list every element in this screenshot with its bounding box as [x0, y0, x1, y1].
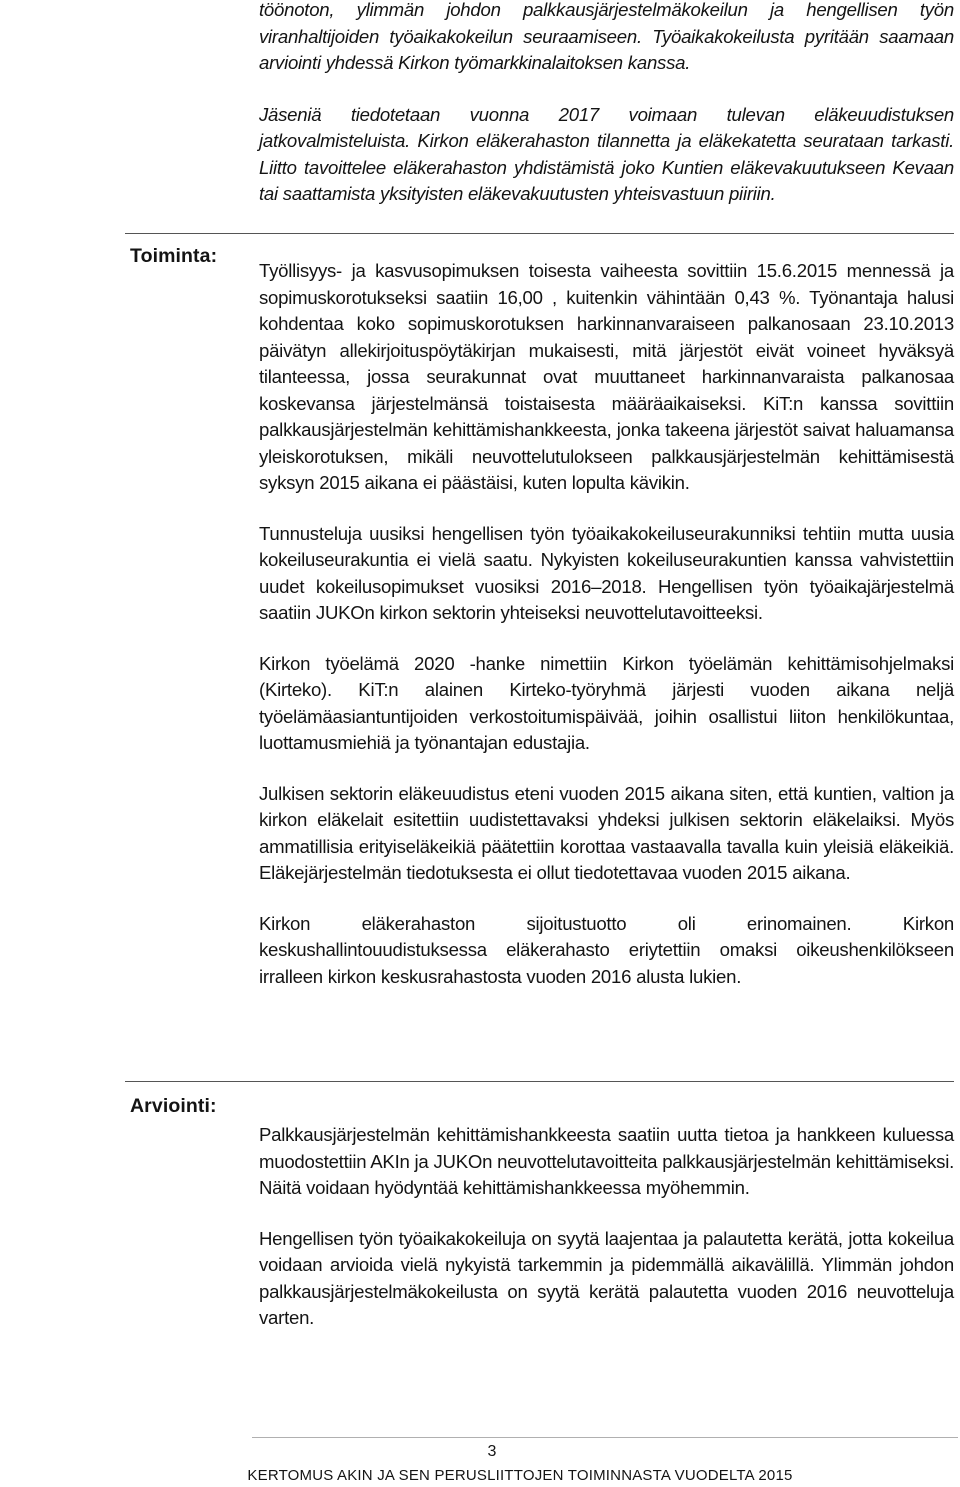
arviointi-label: Arviointi: — [130, 1095, 217, 1117]
section-divider-arviointi — [125, 1081, 954, 1082]
toiminta-paragraph-1: Työllisyys- ja kasvusopimuksen toisesta vaiheesta sovittiin 15.6.2015 mennessä ja sopimuskorotukseksi saatiin 16,00 , kuitenkin vähintään 0,43 %. Työnantaja halusi kohdentaa koko sopimuskorotuksen harkinnanvaraiseen palkanosaan 23.10.2013 päivätyn allekirjoituspöytäkirjan mukaisesti, mitä järjestöt eivät voineet hyväksyä tilanteessa, jossa seurakunnat ovat muuttaneet harkinnanvaraista palkanosaa koskevansa järjestelmänsä toistaisesta määräaikaiseksi. KiT:n kanssa sovittiin palkkausjärjestelmän kehittämishankkeesta, jonka takeena järjestöt saivat haluamansa yleiskorotuksen, mikäli neuvottelutulokseen palkkausjärjestelmän kehittämisestä syksyn 2015 aikana ei päästäisi, kuten lopulta kävikin. — [259, 260, 954, 493]
top-section — [259, 0, 954, 208]
footer-title: KERTOMUS AKIN JA SEN PERUSLIITTOJEN TOIMINNASTA VUODELTA 2015 — [247, 1467, 793, 1484]
top-paragraph-1: töönoton, ylimmän johdon palkkausjärjestelmäkokeilun ja hengellisen työn viranhaltijoiden työaikakokeilun seuraamiseen. Työaikakokeilusta pyritään saamaan arviointi yhdessä Kirkon työmarkkinalaitoksen kanssa. — [259, 0, 954, 73]
arviointi-paragraph-1: Palkkausjärjestelmän kehittämishankkeesta saatiin uutta tietoa ja hankkeen kuluessa muodostettiin AKIn ja JUKOn neuvottelutavoitteita palkkausjärjestelmän kehittämiseksi. Näitä voidaan hyödyntää kehittämishankkeessa myöhemmin. — [259, 1124, 954, 1198]
toiminta-paragraph-3: Kirkon työelämä 2020 -hanke nimettiin Kirkon työelämän kehittämisohjelmaksi (Kirteko). KiT:n alainen Kirteko-työryhmä järjesti vuoden aikana neljä työelämäasiantuntijoiden verkostoitumispäivää, joihin osallistui liiton henkilökuntaa, luottamusmiehiä ja työnantajan edustajia. — [259, 652, 954, 753]
toiminta-paragraph-5: Kirkon eläkerahaston sijoitustuotto oli erinomainen. Kirkon keskushallintouudistuksessa eläkerahasto eriytettiin omaksi oikeushenkilökseen irralleen kirkon keskusrahastosta vuoden 2016 alusta lukien. — [259, 912, 954, 987]
page-number: 3 — [487, 1443, 497, 1460]
toiminta-paragraph-2: Tunnusteluja uusiksi hengellisen työn työaikakokeiluseurakunniksi tehtiin mutta uusia kokeiluseurakuntia ei vielä saatu. Nykyisten kokeiluseurakuntien kanssa vahvistettiin uudet kokeilusopimukset vuosiksi 2016–2018. Hengellisen työn työaikajärjestelmä saatiin JUKOn kirkon sektorin yhteiseksi neuvottelutavoitteeksi. — [259, 522, 954, 623]
footer-divider — [252, 1437, 958, 1438]
top-paragraph-2: Jäseniä tiedotetaan vuonna 2017 voimaan tulevan eläkeuudistuksen jatkovalmisteluista. Kirkon eläkerahaston tilannetta ja eläkekatetta seurataan tarkasti. Liitto tavoittelee eläkerahaston yhdistämistä joko Kuntien eläkevakuutukseen Kevaan tai saattamista yksityisten eläkevakuutusten yhteisvastuun piiriin. — [259, 103, 954, 204]
toiminta-label: Toiminta: — [130, 245, 218, 267]
arviointi-paragraph-2: Hengellisen työn työaikakokeiluja on syytä laajentaa ja palautetta kerätä, jotta kokeilua voidaan arvioida vielä nykyistä tarkemmin ja pidemmällä aikavälillä. Ylimmän johdon palkkausjärjestelmäkokeilusta on syytä kerätä palautetta vuoden 2016 neuvotteluja varten. — [259, 1227, 954, 1328]
arviointi-section — [259, 1122, 954, 1332]
toiminta-paragraph-4: Julkisen sektorin eläkeuudistus eteni vuoden 2015 aikana siten, että kuntien, valtion ja kirkon eläkelait esitettiin uudistettavaksi yhdeksi julkisen sektorin eläkelaiksi. Myös ammatillisia erityiseläkeikiä päätettiin korottaa vastaavalla tavalla kuin yleisiä eläkeikiä. Eläkejärjestelmän tiedotuksesta ei ollut tiedotettavaa vuoden 2015 aikana. — [259, 782, 954, 883]
toiminta-section — [259, 258, 954, 990]
section-divider-toiminta — [125, 233, 954, 234]
